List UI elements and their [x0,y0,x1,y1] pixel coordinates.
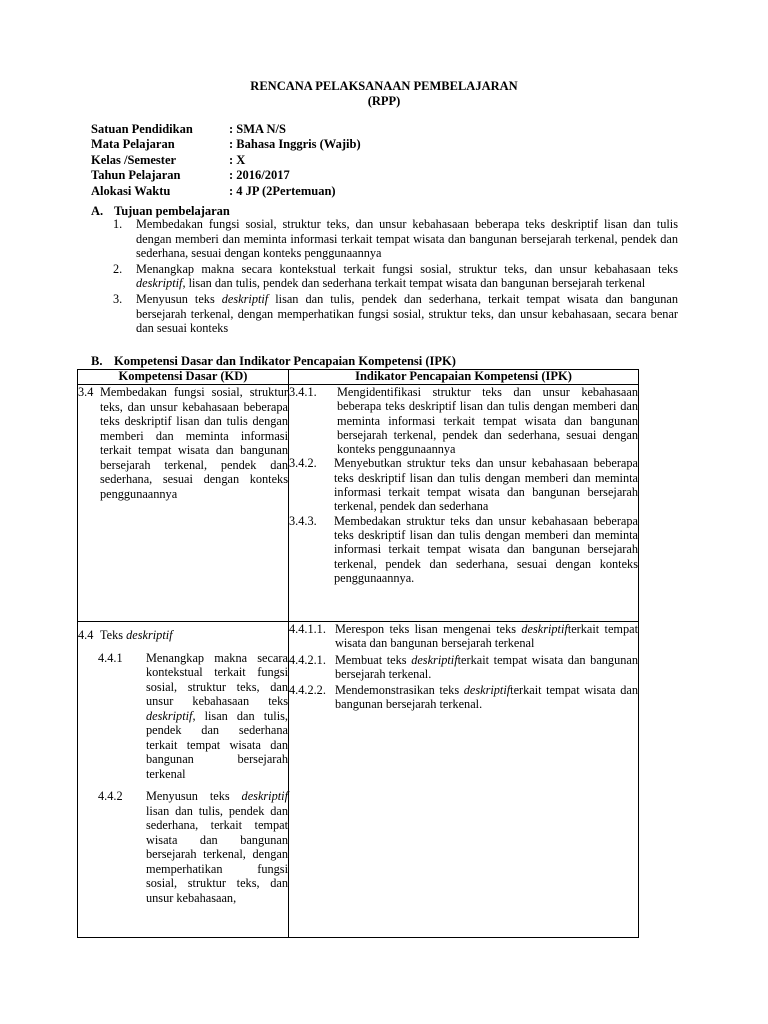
ipk-text: Mengidentifikasi struktur teks dan unsur kebahasaan beberapa teks deskriptif lisan dan tulis dengan memberi dan meminta informasi terkait tempat wisata dan bangunan bersejarah terkenal, pendek dan sederhana, sesuai dengan konteks penggunaannya [337,385,638,457]
kd-text-italic: deskriptif [241,789,288,803]
table-row [78,385,639,622]
section-title: Tujuan pembelajaran [114,204,230,218]
item-text-italic: deskriptif [136,276,183,291]
kd-sub-number: 4.4.1 [98,650,123,665]
section-letter: A. [91,204,104,218]
table-row [78,622,639,938]
kd-sub-number: 4.4.2 [98,789,123,803]
ipk-number: 3.4.1. [289,385,317,399]
kd-text: Membedakan fungsi sosial, struktur teks, dan unsur kebahasaan beberapa teks deskriptif lisan dan tulis dengan memberi dan meminta informasi terkait tempat wisata dan bangunan bersejarah terkenal, pendek dan sederhana, sesuai dengan konteks penggunaannya [100,385,288,501]
item-number: 3. [113,291,123,306]
ipk-text-part: Mendemonstrasikan teks [335,683,464,698]
ipk-text-italic: deskriptif [463,683,511,698]
ipk-text [335,653,638,682]
ipk-entry [289,653,638,682]
ipk-entry [289,456,638,513]
ipk-cell [289,385,639,622]
kd-number: 3.4 [78,385,94,399]
info-row [91,137,361,152]
ipk-number: 4.4.2.1. [289,652,326,667]
kd-entry [78,385,288,501]
ipk-text: Membedakan struktur teks dan unsur kebahasaan beberapa teks deskriptif lisan dan tulis dengan memberi dan meminta informasi terkait tempat wisata dan bangunan bersejarah terkenal, pendek dan sederhana, sesuai dengan konteks penggunaannya. [334,513,638,585]
ipk-entry [289,683,638,712]
info-value: : 4 JP (2Pertemuan) [229,183,336,198]
ipk-text [335,683,638,712]
kd-sub-text [146,651,288,782]
kd-cell [78,385,289,622]
kd-sub-text [146,789,288,905]
list-item [113,292,678,336]
kd-text-part: , lisan dan tulis, pendek dan sederhana terkait tempat wisata dan bangunan bersejarah terkenal [146,708,288,781]
ipk-text-part: terkait tempat wisata dan bangunan bersejarah terkenal. [335,683,638,712]
info-label: Satuan Pendidikan [91,122,193,136]
item-text-part: Menangkap makna secara kontekstual terkait fungsi sosial, struktur teks, dan unsur kebahasaan teks [136,261,678,276]
ipk-entry [289,514,638,585]
ipk-number: 3.4.2. [289,456,317,471]
info-row [91,153,361,168]
document-title: RENCANA PELAKSANAAN PEMBELAJARAN [250,79,518,93]
ipk-text-part: Merespon teks lisan mengenai teks [335,622,522,636]
info-value: : Bahasa Inggris (Wajib) [229,137,361,152]
item-text [136,262,678,291]
column-header-kd: Kompetensi Dasar (KD) [78,370,289,385]
kd-text-italic: deskriptif [126,628,173,642]
kd-text-part: Menangkap makna secara kontekstual terkait fungsi sosial, struktur teks, dan unsur kebahasaan teks [146,650,288,708]
section-title: Kompetensi Dasar dan Indikator Pencapaian Kompetensi (IPK) [114,354,456,368]
item-text-part: lisan dan tulis, pendek dan sederhana, terkait tempat wisata dan bangunan bersejarah terkenal, dengan memperhatikan fungsi sosial, struktur teks, dan unsur kebahasaan, secara benar dan sesuai konteks [136,291,678,336]
section-letter: B. [91,354,103,368]
competency-table [77,369,639,938]
kd-text-part: lisan dan tulis, pendek dan sederhana, terkait tempat wisata dan bangunan bersejarah terkenal, dengan memperhatikan fungsi sosial, struktur teks, dan unsur kebahasaan, [146,803,288,905]
list-item [113,217,678,261]
item-number: 2. [113,261,123,276]
objectives-list [113,217,678,337]
kd-text-italic: deskriptif [146,708,193,723]
info-value: : 2016/2017 [229,168,290,183]
info-row [91,168,361,183]
ipk-text-italic: deskriptif [521,622,568,636]
item-number: 1. [113,217,123,231]
ipk-text [335,622,638,651]
identity-block [91,122,361,199]
ipk-text-part: Membuat teks [335,652,412,667]
section-b-heading [91,354,456,369]
item-text-part: Menyusun teks [136,291,222,306]
column-header-ipk: Indikator Pencapaian Kompetensi (IPK) [289,370,639,385]
ipk-entry [289,385,638,456]
list-item [113,262,678,291]
info-label: Kelas /Semester [91,152,177,167]
kd-text [100,628,173,643]
info-label: Tahun Pelajaran [91,168,181,183]
ipk-number: 4.4.1.1. [289,622,326,636]
info-value: : X [229,152,246,167]
kd-cell [78,622,289,938]
info-row [91,184,361,199]
item-text-part: Membedakan fungsi sosial, struktur teks, dan unsur kebahasaan beberapa teks deskriptif lisan dan tulis dengan memberi dan meminta informasi terkait tempat wisata dan bangunan bersejarah terkenal, pendek dan sederhana, sesuai dengan konteks penggunaannya [136,217,678,261]
table-header-row [78,370,639,385]
ipk-text-italic: deskriptif [411,652,458,667]
document-subtitle: (RPP) [367,94,401,108]
kd-sub-entry [78,789,288,905]
item-text [136,292,678,336]
info-value: : SMA N/S [229,122,286,136]
kd-number: 4.4 [78,628,94,642]
item-text [136,217,678,261]
kd-sub-entry [78,651,288,782]
kd-entry [78,628,288,643]
ipk-text: Menyebutkan struktur teks dan unsur kebahasaan beberapa teks deskriptif lisan dan tulis dengan memberi dan meminta informasi terkait tempat wisata dan bangunan bersejarah terkenal, pendek dan sederhana [334,456,638,514]
ipk-number: 4.4.2.2. [289,683,326,698]
ipk-entry [289,622,638,651]
ipk-number: 3.4.3. [289,513,317,528]
info-row [91,122,361,137]
ipk-text-part: terkait tempat wisata dan bangunan bersejarah terkenal [335,622,638,651]
info-label: Mata Pelajaran [91,137,175,152]
item-text-part: , lisan dan tulis, pendek dan sederhana terkait tempat wisata dan bangunan bersejarah terkenal [182,276,646,291]
kd-text-part: Menyusun teks [146,789,242,803]
kd-text-part: Teks [100,628,127,642]
ipk-text-part: terkait tempat wisata dan bangunan bersejarah terkenal. [335,652,638,681]
item-text-italic: deskriptif [221,291,269,306]
ipk-cell [289,622,639,938]
info-label: Alokasi Waktu [91,183,171,198]
